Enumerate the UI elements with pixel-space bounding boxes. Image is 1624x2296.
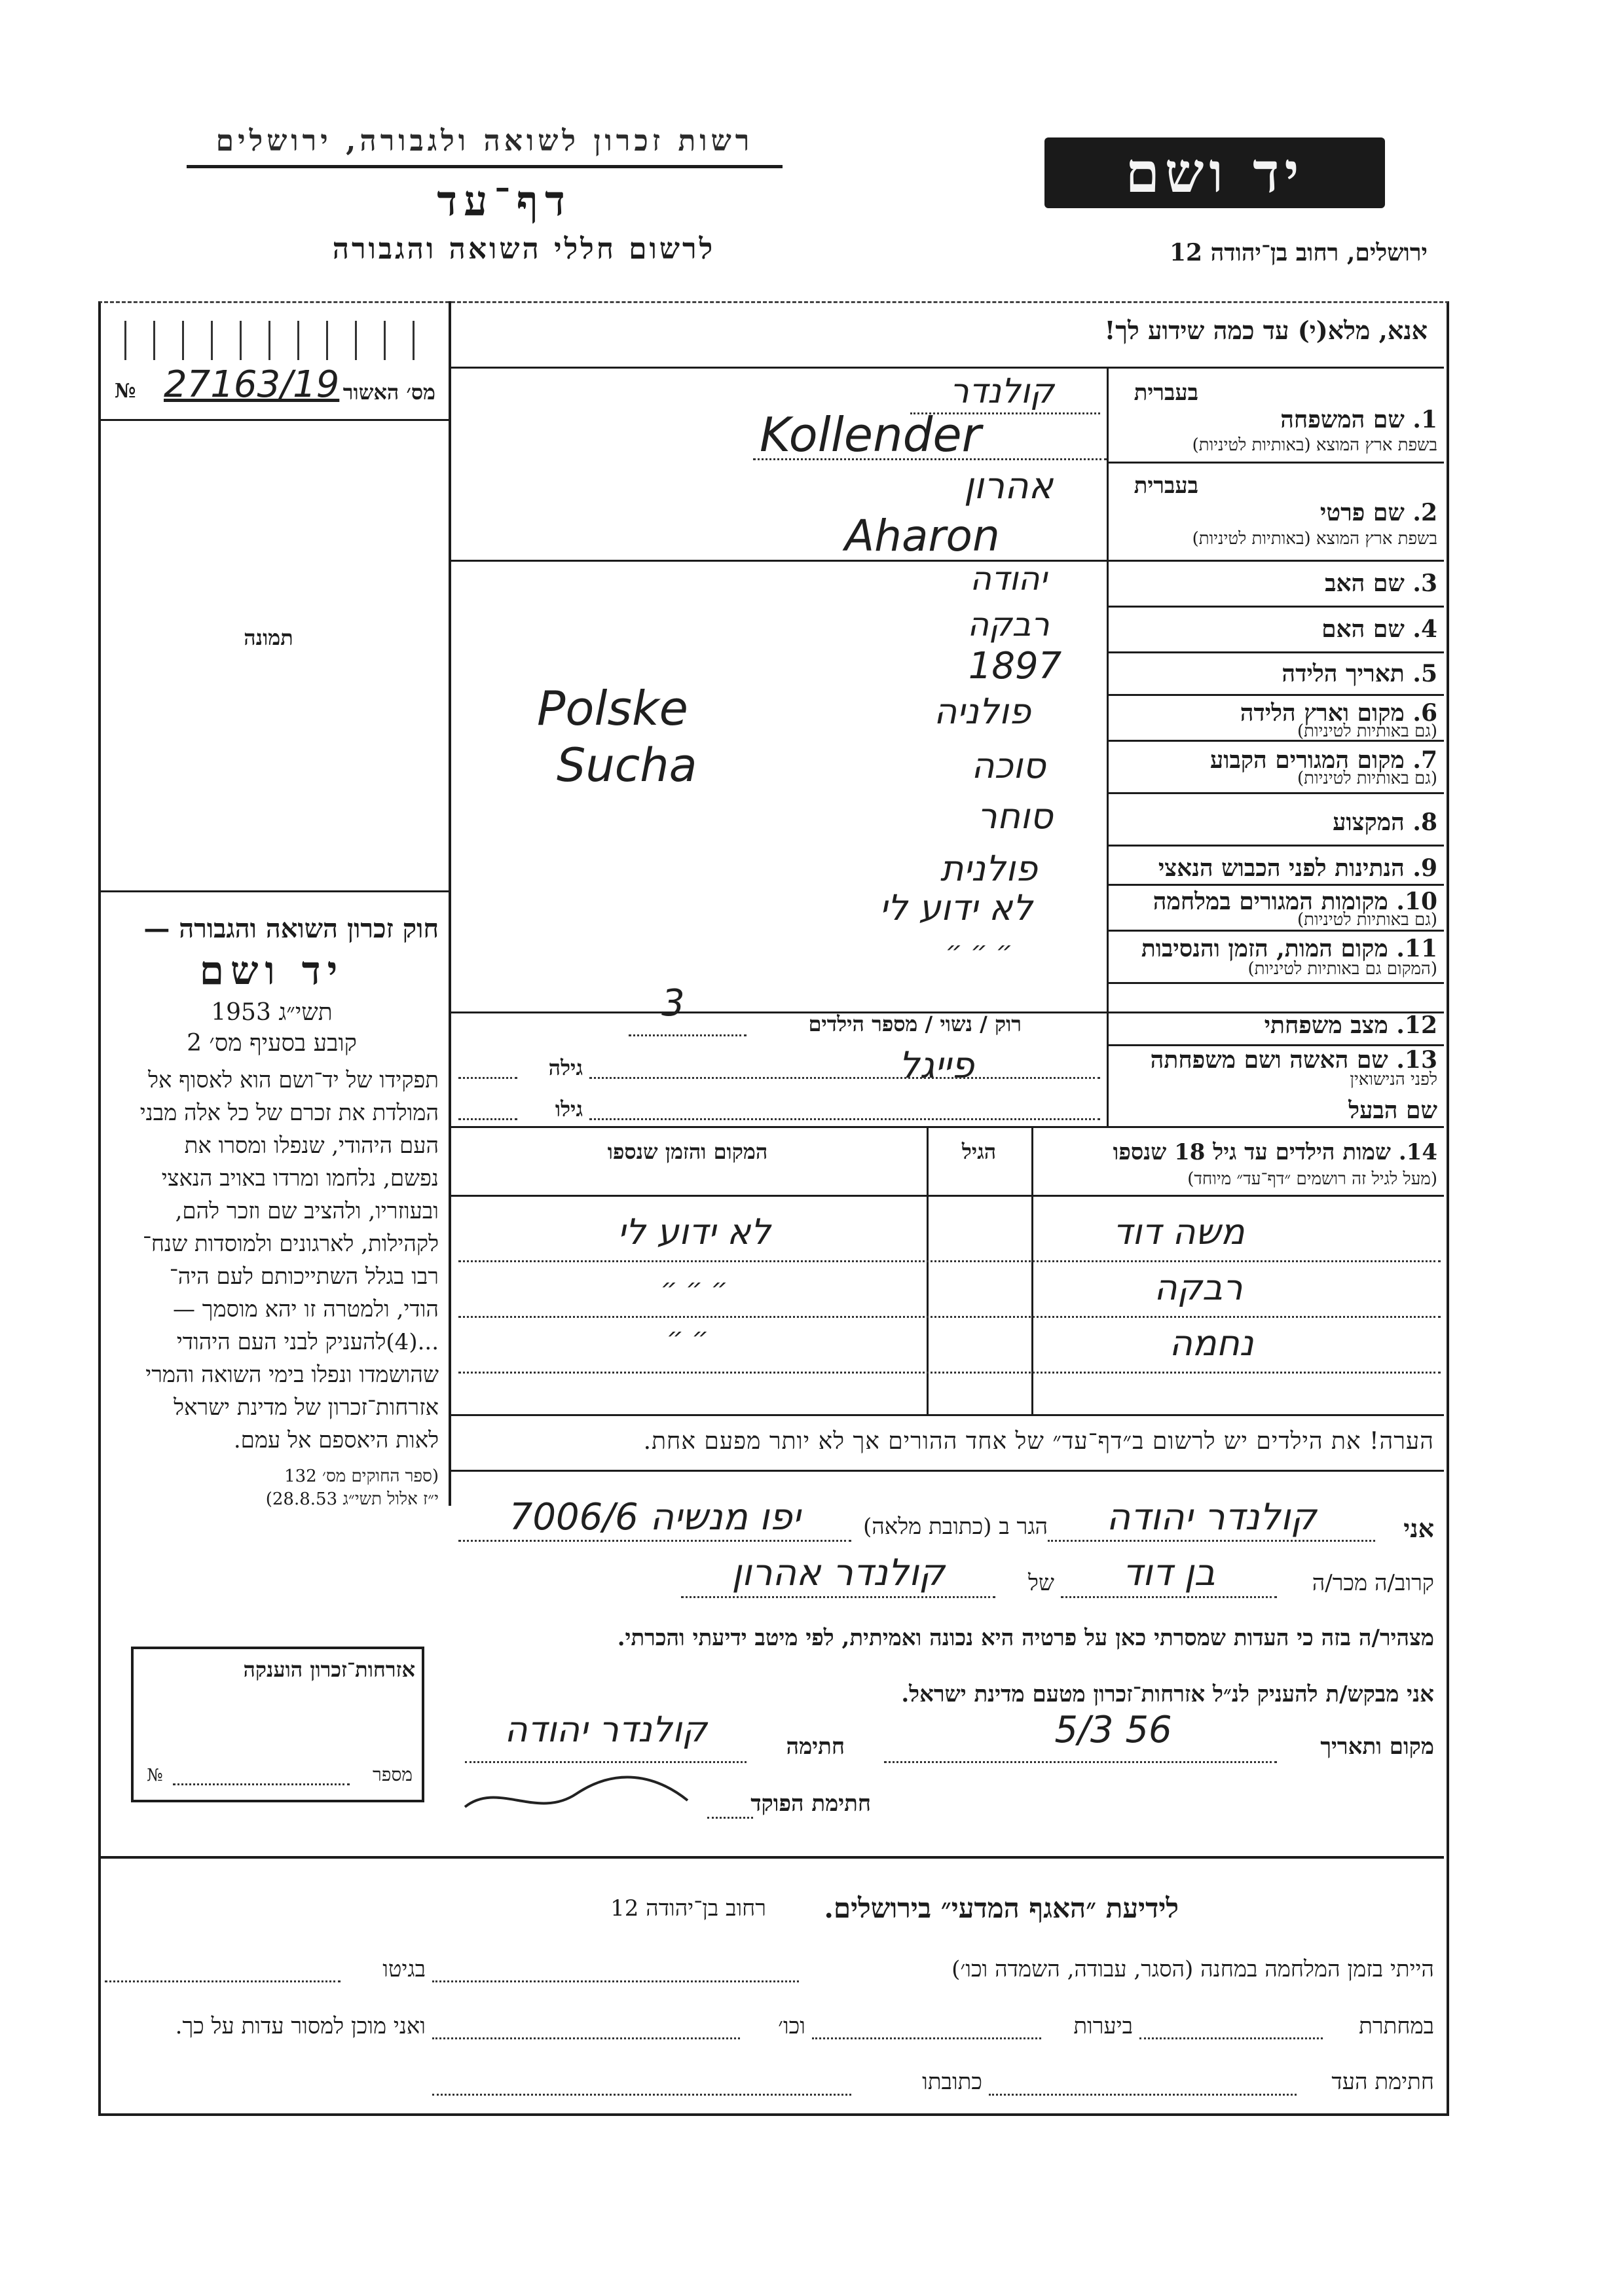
footer-heading: לידיעת ״האגף המדעי״ בירושלים. — [824, 1892, 1179, 1924]
f10-value: לא ידוע לי — [879, 887, 1033, 928]
f14-num: 14. — [1398, 1139, 1437, 1165]
law-body-line: נפשם, נלחמו ומרדו באויב הנאצי — [161, 1165, 439, 1192]
f1-origin: בשפת ארץ המוצא (באותיות לטיניות) — [1192, 435, 1437, 455]
decl-name-value: קולנדר יהודה — [1106, 1496, 1317, 1539]
f6-value-latin: Polske — [537, 681, 688, 736]
f13-wife-line — [589, 1077, 1100, 1079]
footer-line2d: ואני מוכן למסור עדות על כך. — [175, 2013, 426, 2039]
f13-num: 13. — [1396, 1046, 1437, 1074]
f5-label — [1113, 660, 1437, 687]
decl-place-date: מקום ותאריך — [1320, 1734, 1434, 1760]
row-line — [1107, 792, 1444, 794]
footer-line1b: בגיטו — [382, 1956, 426, 1982]
f6-value-heb: פולניה — [933, 691, 1031, 732]
decl-signature: חתימה — [786, 1734, 845, 1760]
child-place: ״ ״ — [666, 1322, 709, 1353]
decl-signature-value: קולנדר יהודה — [504, 1709, 707, 1750]
f4-value: רבקה — [967, 606, 1050, 644]
child-name: נחמה — [1169, 1322, 1254, 1364]
f13-husband-age: גילו — [555, 1097, 583, 1121]
approval-label: מס׳ האשור — [342, 380, 435, 405]
footer-line2b: ביערות — [1073, 2013, 1133, 2039]
header-address: ירושלים, רחוב בן־יהודה 12 — [1169, 239, 1428, 266]
f4-label — [1113, 615, 1437, 643]
children-header-line — [449, 1195, 1444, 1197]
footer-witness-sig-line — [989, 2094, 1297, 2096]
citizenship-number-label: מספר — [373, 1764, 413, 1785]
law-body-line: רבו בגלל השתייכותם לעם היה־ — [169, 1264, 439, 1290]
instruction: אנא, מלא(י) עד כמה שידוע לך! — [1104, 316, 1428, 345]
footer-address: רחוב בן־יהודה 12 — [610, 1895, 766, 1922]
f8-value: סוחר — [977, 795, 1053, 837]
decl-place-date-value: 5/3 56 — [1054, 1709, 1172, 1751]
f7-label-text: מקום המגורים הקבוע — [1209, 746, 1405, 774]
f10-num: 10. — [1396, 888, 1437, 915]
decl-address-line — [458, 1540, 851, 1542]
footer-line2c: וכו׳ — [778, 2013, 805, 2039]
children-bottom-line — [449, 1414, 1444, 1416]
f10-label-text: מקומות המגורים במלחמה — [1153, 888, 1388, 915]
footer-line3b: כתובתו — [922, 2069, 982, 2095]
f5-label-text: תאריך הלידה — [1282, 660, 1405, 687]
law-source-2: י״ז אלול תשי״ג 28.8.53) — [265, 1489, 439, 1509]
footer-ghetto-line — [105, 1980, 341, 1982]
f2-origin: בשפת ארץ המוצא (באותיות לטיניות) — [1192, 529, 1437, 549]
f1-latin-line — [753, 458, 1107, 460]
f14-label — [1038, 1139, 1437, 1165]
f6-num: 6. — [1412, 699, 1437, 727]
f11-label — [1113, 935, 1437, 962]
f6-label-text: מקום וארץ הלידה — [1240, 699, 1405, 727]
row-line — [1107, 982, 1444, 984]
authority-underline — [187, 165, 783, 168]
f5-value: 1897 — [968, 645, 1062, 687]
f7-value-latin: Sucha — [557, 738, 697, 792]
decl-signature-line — [465, 1761, 747, 1763]
children-col-line — [1031, 1126, 1033, 1414]
f1-num: 1. — [1412, 406, 1437, 433]
row-line — [1107, 884, 1444, 886]
child-row-line — [458, 1260, 1441, 1262]
f12-options: רוק / נשוי / מספר הילדים — [808, 1011, 1022, 1036]
row-line — [1107, 845, 1444, 847]
f11-value: ״ ״ ״ — [945, 936, 1013, 966]
f1-value-heb: קולנדר — [950, 372, 1054, 411]
footer-forests-line — [812, 2037, 1041, 2039]
row-line — [1107, 930, 1444, 932]
signature-flourish — [458, 1768, 694, 1820]
approval-number: 27163/19 — [164, 363, 340, 406]
f13-husband-line — [589, 1118, 1100, 1120]
decl-of: של — [1028, 1570, 1054, 1596]
f13-value: פייגל — [898, 1044, 974, 1087]
form-title: דף־עד — [437, 177, 572, 226]
f1-heb-label: בעברית — [1134, 380, 1198, 406]
decl-ani: אני — [1403, 1514, 1434, 1543]
f9-num: 9. — [1412, 854, 1437, 882]
f11-num: 11. — [1396, 935, 1437, 962]
f8-num: 8. — [1412, 809, 1437, 836]
row-line — [1107, 694, 1444, 696]
row-line — [449, 1126, 1444, 1128]
decl-of-line — [681, 1596, 995, 1598]
col-age-header: הגיל — [961, 1139, 997, 1164]
decl-name-line — [1048, 1540, 1375, 1542]
law-body — [105, 1064, 439, 1457]
f1-label-text: שם המשפחה — [1280, 406, 1405, 433]
left-col-separator — [449, 301, 451, 1506]
authority-line: רשות זכרון לשואה ולגבורה, ירושלים — [215, 124, 754, 158]
f11-note: (המקום גם באותיות לטיניות) — [1247, 959, 1437, 979]
child-place: לא ידוע לי — [618, 1211, 771, 1252]
law-year-line — [105, 998, 439, 1026]
approval-box-line — [98, 419, 449, 421]
citizenship-number-line — [173, 1783, 350, 1785]
f4-label-text: שם האם — [1321, 615, 1405, 643]
law-name: יד ושם — [199, 948, 344, 994]
child-place: ״ ״ ״ — [660, 1273, 728, 1303]
f2-num: 2. — [1412, 499, 1437, 526]
approval-no: № — [115, 380, 136, 403]
photo-area-line — [98, 890, 449, 892]
decl-relative: קרוב/ה מכר/ה — [1312, 1570, 1434, 1596]
f12-num: 12. — [1396, 1011, 1437, 1039]
law-body-line: תפקידו של יד־ושם הוא לאסוף אל — [148, 1067, 439, 1093]
f13-label-text: שם האשה ושם משפחתה — [1150, 1046, 1388, 1074]
f12-children-line — [629, 1034, 747, 1036]
law-heading: חוק זכרון השואה והגבורה — — [143, 913, 439, 944]
f7-value-heb: סוכה — [971, 745, 1046, 786]
f7-note: (גם באותיות לטיניות) — [1297, 769, 1437, 788]
f3-label-text: שם האב — [1325, 570, 1405, 597]
decl-place-date-line — [884, 1761, 1277, 1763]
f9-label — [1113, 854, 1437, 882]
f7-num: 7. — [1412, 746, 1437, 774]
footer-line3a: חתימת העד — [1331, 2069, 1434, 2095]
law-body-line: הודי, ולמטרה זו יהא מוסמך — — [172, 1296, 439, 1322]
law-body-line: לקהילות, לארגונים ולמוסדות שנח־ — [142, 1231, 439, 1257]
f3-label — [1113, 570, 1437, 597]
photo-label: תמונה — [244, 625, 293, 650]
f2-heb-label: בעברית — [1134, 473, 1198, 499]
law-body-line: המולדת את זכרם של כל אלה מבני — [139, 1100, 439, 1126]
col-place-header: המקום והזמן שנספו — [607, 1139, 768, 1164]
f3-value: יהודה — [970, 560, 1047, 598]
decl-of-value: קולנדר אהרון — [731, 1552, 945, 1594]
approval-ticks — [124, 321, 439, 360]
f13-husband: שם הבעל — [1348, 1097, 1437, 1124]
law-body-line: ובעוזריו, ולהציב שם וזכר להם, — [175, 1198, 439, 1224]
footer-line1a: הייתי בזמן המלחמה במחנה (הסגר, עבודה, השמדה וכו׳) — [951, 1956, 1434, 1982]
law-body-line: אזרחות־זכרון של מדינת ישראל — [174, 1394, 439, 1421]
decl-residing: הגר ב (כתובת מלאה) — [862, 1514, 1048, 1540]
f3-num: 3. — [1412, 570, 1437, 597]
decl-relation-line — [1061, 1596, 1277, 1598]
f2-label — [1113, 499, 1437, 526]
decl-address-value: יפו מנשיה 7006/6 — [509, 1496, 801, 1539]
f14-note: (מעל לגיל זה רושמים ״דף־עד״ מיוחד) — [1187, 1169, 1437, 1189]
f12-label-text: מצב משפחתי — [1264, 1011, 1388, 1039]
f8-label — [1113, 809, 1437, 836]
decl-officer-sig: חתימת הפוקד — [750, 1791, 871, 1817]
child-name: משה דוד — [1113, 1211, 1245, 1252]
citizenship-box-title: אזרחות־זכרון הוענקה — [243, 1657, 415, 1682]
child-row-line — [458, 1316, 1441, 1318]
law-body-line: שהושמדו ונפלו בימי השואה והמרי — [145, 1362, 439, 1388]
f2-value-heb: אהרון — [963, 465, 1054, 507]
f11-label-text: מקום המות, הזמן והנסיבות — [1141, 935, 1388, 962]
row-line — [1107, 462, 1444, 464]
f2-value-latin: Aharon — [845, 511, 1000, 561]
child-name: רבקה — [1154, 1267, 1243, 1308]
footer-camp-line — [432, 1980, 799, 1982]
law-clause: קובע בסעיף מס׳ 2 — [187, 1030, 357, 1057]
f13-note: לפני הנישואין — [1350, 1070, 1437, 1089]
remark: הערה! את הילדים יש לרשום ב״דף־עד״ של אחד ההורים אך לא יותר מפעם אחת. — [643, 1428, 1434, 1455]
row-line — [1107, 651, 1444, 653]
remark-bottom-line — [449, 1470, 1444, 1472]
f10-note: (גם באותיות לטיניות) — [1297, 910, 1437, 930]
footer-line2a: במחתרת — [1359, 2013, 1434, 2039]
law-body-line: ...(4)להעניק לבני העם היהודי — [176, 1329, 439, 1355]
decl-statement: מצהיר/ה בזה כי העדות שמסרתי כאן על פרטיה היא נכונה ואמיתית, לפי מיטב ידיעתי והכרתי. — [617, 1625, 1434, 1651]
f5-num: 5. — [1412, 660, 1437, 687]
footer-address-line — [432, 2094, 851, 2096]
f12-label — [1113, 1011, 1437, 1039]
f13-husband-age-line — [458, 1118, 517, 1120]
logo — [1044, 137, 1385, 208]
row-line — [1107, 606, 1444, 608]
f6-note: (גם באותיות לטיניות) — [1297, 721, 1437, 741]
citizenship-no: № — [147, 1766, 163, 1785]
law-source-1: (ספר החוקים מס׳ 132 — [284, 1467, 439, 1486]
citizenship-box — [131, 1647, 424, 1802]
f14-label-text: שמות הילדים עד גיל 18 שנספו — [1113, 1139, 1391, 1165]
decl-relation-value: בן דוד — [1122, 1552, 1215, 1594]
f13-age: גילה — [548, 1055, 583, 1080]
law-year: 1953 — [211, 999, 271, 1026]
footer-underground-line — [1139, 2037, 1323, 2039]
f9-label-text: הנתינות לפני הכבוש הנאצי — [1158, 854, 1405, 882]
footer-etc-line — [432, 2037, 740, 2039]
f9-value: פולנית — [940, 848, 1038, 889]
f4-num: 4. — [1412, 615, 1437, 643]
decl-request: אני מבקש/ת להעניק לנ״ל אזרחות־זכרון מטעם מדינת ישראל. — [901, 1681, 1434, 1707]
f12-children: 3 — [661, 982, 685, 1025]
law-body-line: העם היהודי, שנפלו ומסרו את — [184, 1133, 439, 1159]
f13-age-line — [458, 1077, 517, 1079]
f1-value-latin: Kollender — [760, 407, 982, 462]
law-body-line: לאות היאספם אל עמם. — [233, 1427, 439, 1453]
f8-label-text: המקצוע — [1333, 809, 1405, 836]
f2-label-text: שם פרטי — [1320, 499, 1405, 526]
decl-officer-line — [707, 1817, 753, 1819]
logo-text: יד ושם — [1125, 140, 1304, 205]
instruction-row-line — [449, 367, 1444, 369]
children-col-line — [927, 1126, 929, 1414]
f1-label — [1113, 406, 1437, 433]
law-year-heb: תשי״ג — [278, 999, 333, 1026]
form-subtitle: לרשום חללי השואה והגבורה — [332, 232, 716, 266]
footer-separator — [98, 1856, 1444, 1859]
child-row-line — [458, 1372, 1441, 1374]
